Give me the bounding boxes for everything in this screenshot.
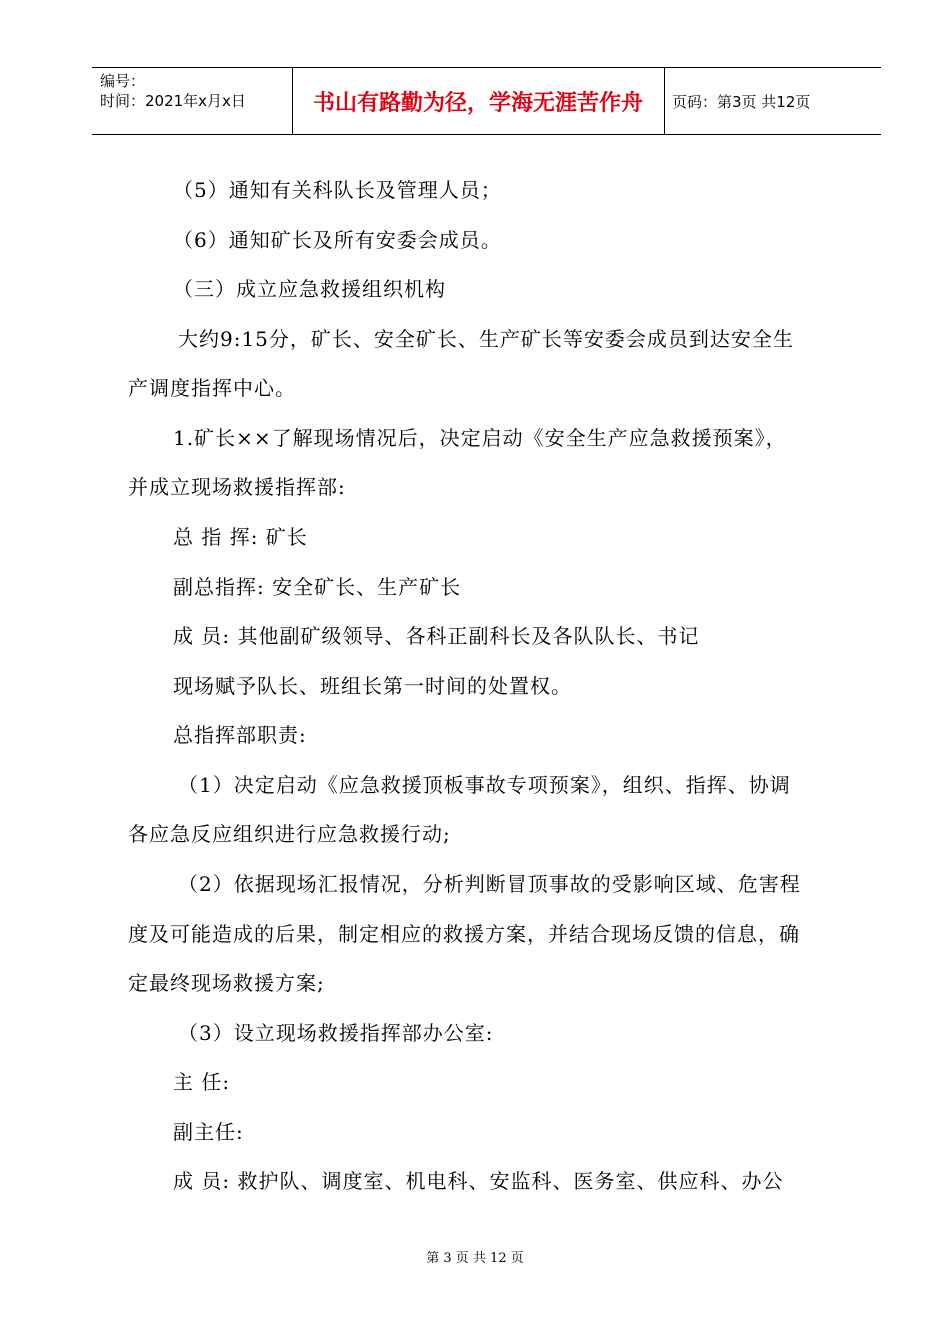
body-line: 1.矿长××了解现场情况后，决定启动《安全生产应急救援预案》， [173, 426, 787, 450]
body-line: 总指挥部职责: [173, 723, 307, 747]
body-line: 大约9:15分，矿长、安全矿长、生产矿长等安委会成员到达安全生 [178, 327, 794, 351]
page-header [92, 67, 881, 135]
body-line: 定最终现场救援方案; [128, 971, 325, 995]
body-line: 副总指挥: 安全矿长、生产矿长 [173, 575, 462, 599]
body-line: 总 指 挥: 矿长 [173, 525, 308, 549]
body-line: 各应急反应组织进行应急救援行动; [128, 822, 451, 846]
header-page-info: 页码：第3页 共12页 [672, 92, 811, 111]
body-line: 并成立现场救援指挥部: [128, 475, 346, 499]
body-line: （3）设立现场救援指挥部办公室: [178, 1021, 494, 1045]
body-line: 成 员: 救护队、调度室、机电科、安监科、医务室、供应科、办公 [173, 1169, 784, 1193]
page-footer: 第 3 页 共 12 页 [426, 1251, 524, 1266]
body-line: 产调度指挥中心。 [128, 376, 296, 400]
header-divider-right [664, 68, 665, 134]
body-line: （5）通知有关科队长及管理人员； [173, 178, 502, 202]
body-line: 成 员: 其他副矿级领导、各科正副科长及各队队长、书记 [173, 624, 700, 648]
body-line: 副主任: [173, 1120, 244, 1144]
header-number-label: 编号： [100, 72, 146, 90]
body-line: 主 任: [173, 1070, 231, 1094]
body-line: （1）决定启动《应急救援顶板事故专项预案》，组织、指挥、协调 [178, 773, 791, 797]
header-time-label: 时间：2021年x月x日 [100, 92, 246, 110]
body-line: 现场赋予队长、班组长第一时间的处置权。 [173, 674, 572, 698]
section-heading: （三）成立应急救援组织机构 [173, 277, 446, 301]
body-line: （2）依据现场汇报情况，分析判断冒顶事故的受影响区域、危害程 [178, 872, 801, 896]
header-meta [100, 71, 246, 111]
header-slogan: 书山有路勤为径，学海无涯苦作舟 [312, 90, 643, 116]
body-line: （6）通知矿长及所有安委会成员。 [173, 228, 502, 252]
body-line: 度及可能造成的后果，制定相应的救援方案，并结合现场反馈的信息，确 [128, 922, 800, 946]
